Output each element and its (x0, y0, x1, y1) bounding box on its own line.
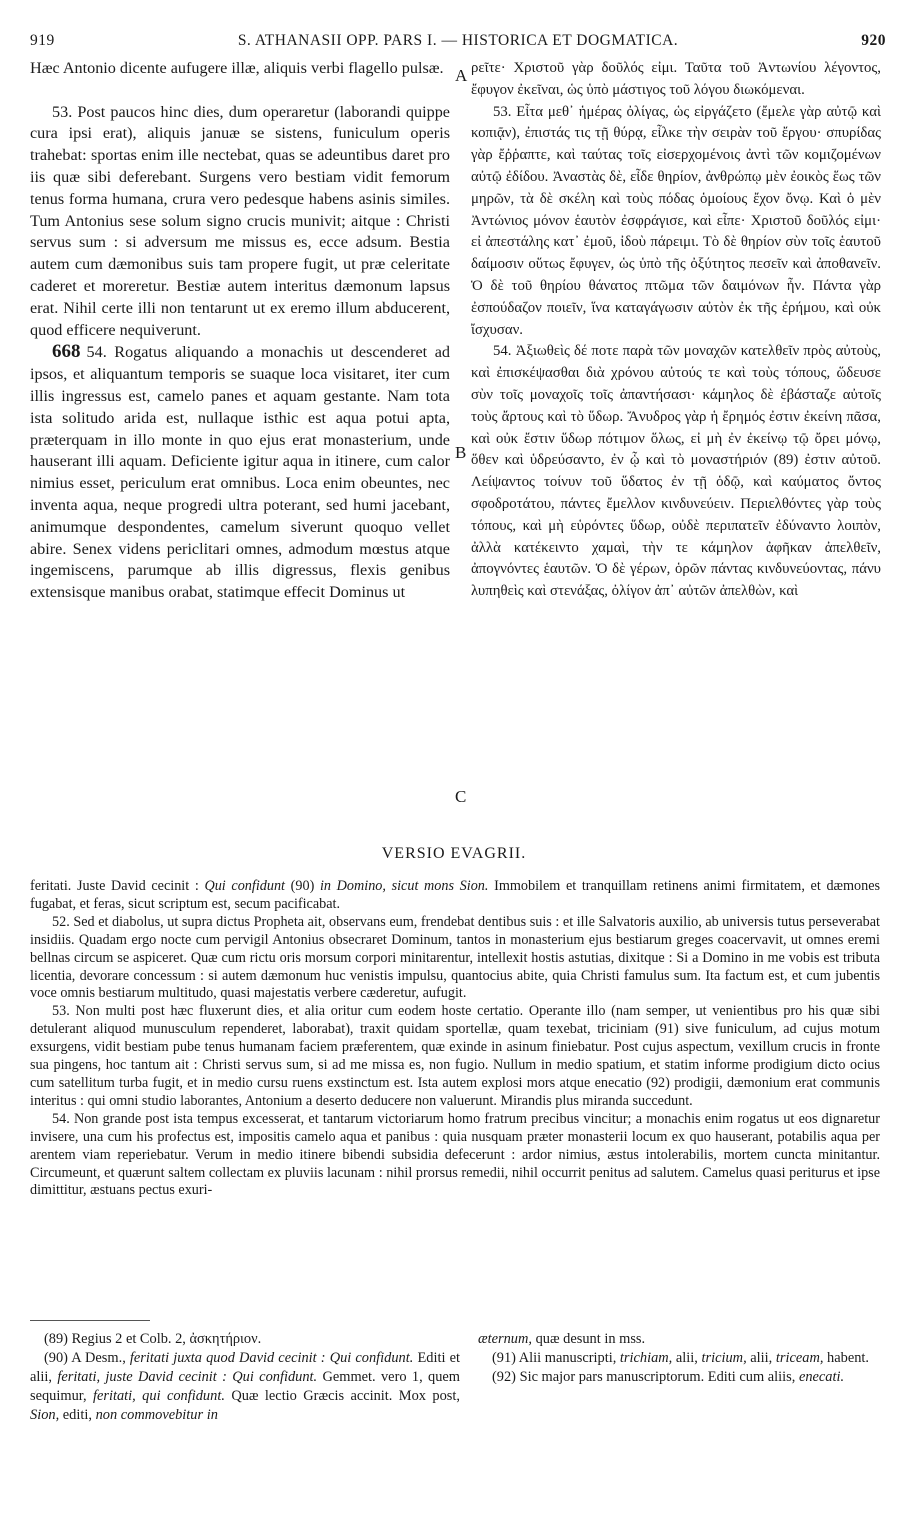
footnote-italic: trichiam, (619, 1350, 673, 1366)
latin-column (30, 58, 450, 604)
footnote-text: (90) A Desm., (44, 1350, 126, 1366)
footnotes-right (478, 1330, 880, 1387)
footnote-text: Editi et alii, (30, 1350, 460, 1385)
footnote-italic: non commovebitur in (95, 1407, 218, 1423)
margin-letter-a: A (455, 66, 468, 85)
note-ref: (90) (290, 878, 315, 894)
versio-paragraph: 53. Non multi post hæc fluxerunt dies, et alia oritur cum eodem hoste certatio. Operante illo (nam semper, ut venientibus pro his quæ sibi detulerant aliquod munusculum rependeret, laborabat), traxit quidam sportellæ, quam texebat, triciniam (91) sive funiculum, ad cujus motum exsurgens, vidit bestiam pube tenus humanam faciem præferentem, quæ exinde in asinum finiebatur. Post cujus aspectum, vexillum crucis in fronte sua pingens, hoc tantum ait : Christi servus sum, si ad me missa es, non fugio. Nullum in medio spatium, et statim informe prodigium dicto ocius cum satellitum turba fugit, et in medio cursu ruens exstinctum est. Ista autem explosi mors atque enecatio (92) prodigii, dæmonium erat communis interitus : qui omni studio laborantes, Antonium a deserto deducere non valuerunt. Mirandis plus miranda succedunt. (30, 1003, 880, 1109)
footnote-text: alii, (750, 1350, 773, 1366)
footnote-text: Gemmet. vero 1, quem sequimur, (30, 1369, 460, 1404)
footnote-91 (478, 1349, 880, 1368)
greek-paragraph: ρεῖτε· Χριστοῦ γὰρ δοῦλός εἰμι. Ταῦτα τοῦ Ἀντωνίου λέγοντος, ἔφυγον ἐκεῖναι, ὡς ὑπὸ μάστιγος τοῦ λόγου διωκόμεναι. (471, 60, 881, 98)
footnote-text: (92) Sic major pars manuscriptorum. Editi cum aliis, (492, 1369, 796, 1385)
versio-paragraph: 54. Non grande post ista tempus excesserat, et tantarum victoriarum homo fratrum precibus vincitur; a monachis enim rogatus ut eos dignaretur invisere, una cum his profectus est, impositis camelo aqua et panibus : quia nusquam præter monasterii locum ex quo hauserant, potabilis aqua per arentem viam reperiebatur. Verum in medio itinere bibendi subsidia defecerunt : ardor nimius, æstus intolerabilis, mortem cuncta minitantur. Circumeunt, et quærunt saltem collectam ex pluviis lacunam : nihil prorsus remedii, nihil occurrit penitus ad salutem. Camelus quasi periturus et ipse dimittitur, æstuans pectus exuri- (30, 1110, 880, 1199)
versio-evagrii-text (30, 878, 880, 1200)
versio-italic: in Domino, sicut mons Sion. (319, 878, 489, 894)
running-head (30, 32, 886, 54)
footnote-italic: enecati. (798, 1369, 845, 1385)
latin-paragraph-text: 54. Rogatus aliquando a monachis ut descenderet ad ipsos, et aliquantum temporis se suaque loca visitaret, iter cum illis ingressus est, camelo panes et aquam gestante. Nam tota ista solitudo arida est, nullaque isthic est aqua potui apta, præterquam in illo monte in quo ejus erat monasterium, unde hauserant illi aquam. Deficiente igitur aqua in itinere, cum calor nimius esset, periculum erat omnibus. Loca enim obeuntes, nec inventa aqua, neque progredi ultra poterant, sed humi jacebant, animumque despondentes, camelum siverunt quoquo vellet abire. Senex videns periclitari omnes, admodum mœstus atque ingemiscens, parumque ab illis digressus, flexis genibus extensisque manibus orabat, statimque effecit Dominus ut (30, 343, 450, 602)
footnote-text: quæ desunt in mss. (535, 1331, 646, 1347)
footnote-90-continued (478, 1330, 880, 1349)
footnote-text: (91) Alii manuscripti, (492, 1350, 617, 1366)
running-title: S. ATHANASII OPP. PARS I. — HISTORICA ET DOGMATICA. (237, 32, 679, 49)
footnote-italic: feritati, juste David cecinit : Qui confidunt. (57, 1369, 318, 1385)
page-number-left: 919 (30, 32, 55, 49)
footnote-italic: æternum, (478, 1331, 532, 1347)
greek-column (471, 58, 881, 603)
versio-text: feritati. Juste David cecinit : (30, 878, 199, 894)
footnote-italic: feritati juxta quod David cecinit : Qui confidunt. (129, 1350, 414, 1366)
column-marker: 668 (52, 341, 81, 363)
footnote-89: (89) Regius 2 et Colb. 2, ἀσκητήριον. (44, 1331, 262, 1347)
footnote-text: alii, (675, 1350, 698, 1366)
footnote-rule (30, 1320, 150, 1321)
greek-paragraph: 53. Εἶτα μεθ᾽ ἡμέρας ὀλίγας, ὡς εἰργάζετο (ἔμελε γὰρ αὐτῷ καὶ κοπιᾷν), ἐπιστάς τις τῇ θύρᾳ, εἷλκε τὴν σειρὰν τοῦ ἔργου· σπυρίδας γὰρ ἔῤῥαπτε, καὶ ταύτας τοῖς εἰσερχομένοις ἀντὶ τῶν κομιζομένων αὐτῷ ἐδίδου. Ἀναστὰς δὲ, εἶδε θηρίον, ἀνθρώπῳ μὲν ἐοικὸς ἕως τῶν μηρῶν, τὰ δὲ σκέλη καὶ τοὺς πόδας ὁμοίους ἔχον ὄνῳ. Καὶ ὁ μὲν Ἀντώνιος μόνον ἑαυτὸν ἐσφράγισε, καὶ εἶπε· Χριστοῦ δοῦλός εἰμι· εἰ ἀπεστάλης κατ᾽ ἐμοῦ, ἰδοὺ πάρειμι. Τὸ δὲ θηρίον σὺν τοῖς ἑαυτοῦ δαίμοσιν οὕτως ἔφυγεν, ὡς ὑπὸ τῆς ὀξύτητος πεσεῖν καὶ ἀποθανεῖν. Ὁ δὲ τοῦ θηρίου θάνατος πτῶμα τῶν δαιμόνων ἦν. Πάντα γὰρ ἐσπούδαζον ποιεῖν, ἵνα καταγάγωσιν αὐτὸν ἐκ τῆς ἐρήμου, καὶ οὐκ ἴσχυσαν. (471, 103, 881, 338)
footnote-italic: Sion, (30, 1407, 60, 1423)
footnote-text: editi, (62, 1407, 92, 1423)
latin-paragraph-54 (30, 341, 450, 604)
versio-heading: VERSIO EVAGRII. (381, 845, 527, 862)
margin-letter-c: C (455, 787, 467, 806)
footnote-italic: triceam, (775, 1350, 824, 1366)
spacer (30, 80, 450, 102)
footnotes-left (30, 1330, 460, 1425)
versio-paragraph: 52. Sed et diabolus, ut supra dictus Propheta ait, observans eum, frendebat dentibus suis : et ille Salvatoris auxilio, ab universis tutus perseverabat insidiis. Quadam ergo nocte cum pervigil Antonius obsecraret Dominum, tantos in monasterium ejus bestiarum greges coacervavit, ut omnes eremi bellnas circum se aspiceret. Quæ cum rictu oris morsum corpori minitarentur, intellexit hostis astutias, dixitque : Si a Domino in me vobis est tributa licentia, devorare concessum : si autem dæmonum huc venistis impulsu, quantocius abite, quia Christi famulus sum. Ita factum est, et cum jubentis voce omnis bestiarum multitudo, quasi majestatis verbere cæderetur, aufugit. (30, 913, 880, 1002)
latin-paragraph: 53. Post paucos hinc dies, dum operaretur (laborandi quippe cura ipsi erat), aliquis januæ se sistens, funiculum operis trahebat: sportas enim ille nectebat, quas se adeuntibus daret pro iis quæ sibi deferebant. Surgens vero bestiam vidit femorum tenus forma humana, crura vero pedesque habens asinis similes. Tum Antonius sese solum signo crucis munivit; aitque : Christi servus sum : si adversum me missus es, ecce adsum. Bestia autem cum dæmonibus suis tam propere fugit, ut præ celeritate caderet et moreretur. Bestiæ autem interitus dæmonum lapsus erat. Nihil certe illi non tentarunt ut ex eremo illum abducerent, quod efficere nequiverunt. (30, 102, 450, 339)
page-number-right: 920 (861, 32, 886, 49)
versio-text: Immobilem et tranquillam retinens animi firmitatem, et dæmones fugabat, et feras, sicut scriptum est, secum pacificabat. (30, 878, 881, 912)
footnote-text: habent. (827, 1350, 870, 1366)
footnote-italic: tricium, (701, 1350, 747, 1366)
margin-letter-b: B (455, 443, 467, 462)
versio-paragraph (30, 878, 880, 914)
latin-paragraph: Hæc Antonio dicente aufugere illæ, aliquis verbi flagello pulsæ. (30, 59, 444, 77)
greek-paragraph: 54. Ἀξιωθεὶς δέ ποτε παρὰ τῶν μοναχῶν κατελθεῖν πρὸς αὐτοὺς, καὶ ἐπισκέψασθαι διὰ χρόνου αὐτούς τε καὶ τοὺς τόπους, ὥδευσε σὺν τοῖς μοναχοῖς τοῖς ἀπαντήσασι· κάμηλος δὲ ἐβάσταζε αὐτοῖς τοὺς ἄρτους καὶ τὸ ὕδωρ. Ἄνυδρος γὰρ ἡ ἔρημός ἐστιν ἐκείνη πᾶσα, καὶ οὐκ ἔστιν ὕδωρ πότιμον ὅλως, εἰ μὴ ἐν ἐκείνῳ τῷ ὄρει μόνῳ, ὅθεν καὶ ὑδρεύσαντο, ἐν ᾧ καὶ τὸ μοναστήριόν (89) ἐστιν αὐτοῦ. Λείψαντος τοίνυν τοῦ ὕδατος ἐν τῇ ὁδῷ, καὶ καύματος ὄντος σφοδροτάτου, πάντες ἔμελλον κινδυνεύειν. Περιελθόντες γὰρ τοὺς τόπους, καὶ μὴ εὑρόντες ὕδωρ, οὐδὲ περιπατεῖν ἐδύναντο λοιπὸν, ἀλλὰ κατέκειντο χαμαὶ, τὴν τε κάμηλον ἀφῆκαν ἀπελθεῖν, ἀπογνόντες ἑαυτῶν. Ὁ δὲ γέρων, ὁρῶν πάντας κινδυνεύοντας, πάνυ λυπηθεὶς καὶ στενάξας, ὀλίγον ἀπ᾽ αὐτῶν ἀπελθὼν, καὶ (471, 343, 881, 600)
footnote-italic: feritati, qui confidunt. (93, 1388, 225, 1404)
footnote-90 (30, 1349, 460, 1425)
footnote-92 (478, 1368, 880, 1387)
footnote-text: Quæ lectio Græcis accinit. Mox post, (231, 1388, 460, 1404)
versio-italic: Qui confidunt (204, 878, 285, 894)
